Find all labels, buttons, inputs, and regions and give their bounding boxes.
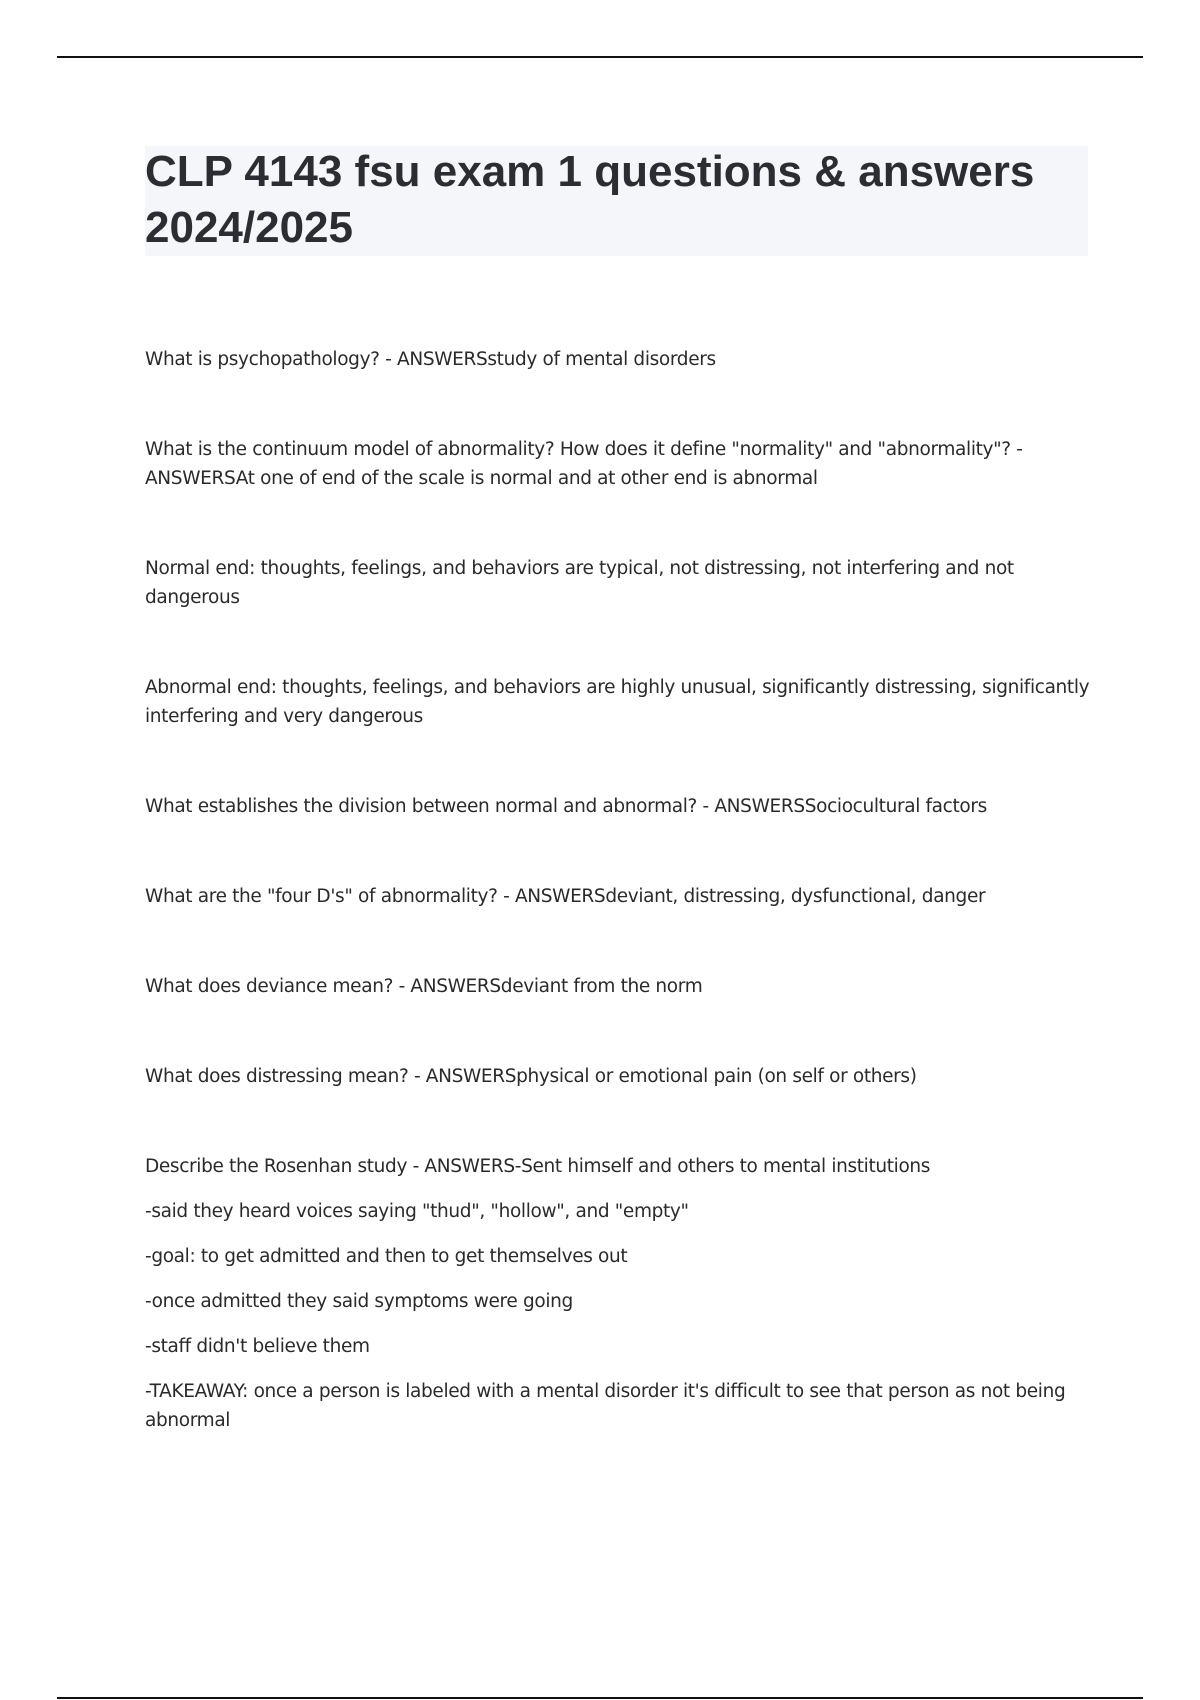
qa-four-ds: What are the "four D's" of abnormality? - ANSWERSdeviant, distressing, dysfunctional, danger [145, 886, 986, 907]
document-title: CLP 4143 fsu exam 1 questions & answers 2024/2025 [145, 147, 1035, 252]
normal-end-paragraph: Normal end: thoughts, feelings, and behaviors are typical, not distressing, not interfering and not dangerous [145, 558, 1020, 608]
rosenhan-takeaway: -TAKEAWAY: once a person is labeled with a mental disorder it's difficult to see that person as not being abnormal [145, 1381, 1071, 1431]
qa-distressing: What does distressing mean? - ANSWERSphysical or emotional pain (on self or others) [145, 1066, 917, 1087]
qa-rosenhan: Describe the Rosenhan study - ANSWERS-Sent himself and others to mental institutions [145, 1156, 931, 1177]
qa-psychopathology: What is psychopathology? - ANSWERSstudy of mental disorders [145, 349, 716, 370]
abnormal-end-paragraph: Abnormal end: thoughts, feelings, and behaviors are highly unusual, significantly distressing, significantly interfering and very dangerous [145, 677, 1095, 727]
rosenhan-detail: -goal: to get admitted and then to get themselves out [145, 1246, 628, 1267]
rosenhan-detail: -staff didn't believe them [145, 1336, 370, 1357]
footer-rule [57, 1697, 1143, 1699]
qa-division: What establishes the division between normal and abnormal? - ANSWERSSociocultural factors [145, 796, 987, 817]
qa-continuum-model: What is the continuum model of abnormality? How does it define "normality" and "abnormality"? - ANSWERSAt one of end of the scale is normal and at other end is abnormal [145, 439, 1029, 489]
header-rule [57, 56, 1143, 58]
title-box [145, 146, 1088, 256]
document-body [145, 345, 1095, 1435]
qa-deviance: What does deviance mean? - ANSWERSdeviant from the norm [145, 976, 703, 997]
rosenhan-detail: -said they heard voices saying "thud", "hollow", and "empty" [145, 1201, 689, 1222]
rosenhan-detail: -once admitted they said symptoms were going [145, 1291, 573, 1312]
